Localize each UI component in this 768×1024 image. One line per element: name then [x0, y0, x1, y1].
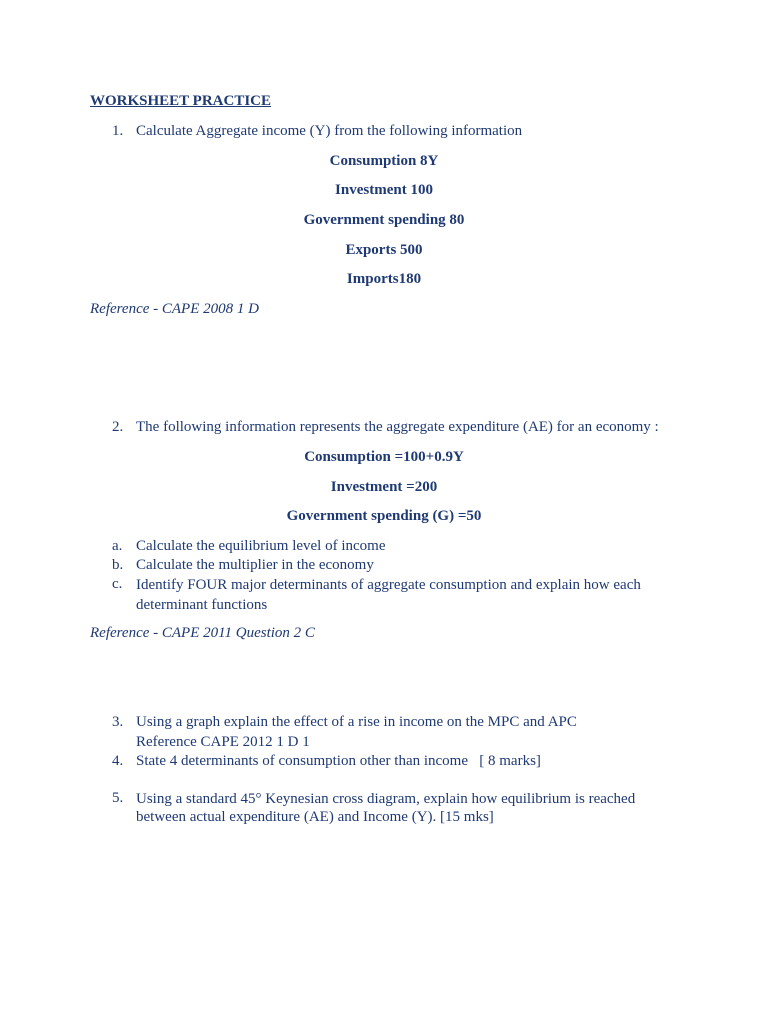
q2-part-a-letter: a.: [112, 538, 123, 554]
worksheet-title: WORKSHEET PRACTICE: [90, 93, 272, 109]
q2-data-government-spending: Government spending (G) =50: [286, 508, 482, 524]
q3-number: 3.: [112, 714, 124, 730]
q3-text: Using a graph explain the effect of a rise in income on the MPC and APC: [136, 714, 577, 730]
q1-number: 1.: [112, 123, 124, 139]
q2-reference: Reference - CAPE 2011 Question 2 C: [90, 625, 315, 641]
q5-text: Using a standard 45° Keynesian cross diagram, explain how equilibrium is reached between actual expenditure (AE) and Income (Y). [15 mks]: [136, 791, 636, 825]
q2-number: 2.: [112, 419, 124, 435]
q2-part-b-text: Calculate the multiplier in the economy: [136, 557, 374, 573]
q1-data-imports: Imports180: [346, 271, 422, 287]
q2-part-c-text: Identify FOUR major determinants of aggregate consumption and explain how each determinant functions: [136, 577, 641, 613]
q2-data-investment: Investment =200: [330, 479, 438, 495]
q2-part-c-letter: c.: [112, 576, 123, 592]
q1-text: Calculate Aggregate income (Y) from the following information: [136, 123, 523, 139]
q2-data-consumption: Consumption =100+0.9Y: [304, 449, 464, 465]
q1-data-government-spending: Government spending 80: [303, 212, 465, 228]
q2-part-b-letter: b.: [112, 557, 124, 573]
q3-reference: Reference CAPE 2012 1 D 1: [136, 734, 310, 750]
q4-text: State 4 determinants of consumption other than income [ 8 marks]: [136, 753, 541, 769]
q4-number: 4.: [112, 753, 124, 769]
q1-data-consumption: Consumption 8Y: [329, 153, 439, 169]
q1-reference: Reference - CAPE 2008 1 D: [90, 301, 259, 317]
q2-part-a-text: Calculate the equilibrium level of income: [136, 538, 386, 554]
q1-data-exports: Exports 500: [345, 242, 423, 258]
q1-data-investment: Investment 100: [335, 182, 433, 198]
q5-number: 5.: [112, 790, 124, 806]
q2-text: The following information represents the aggregate expenditure (AE) for an economy :: [136, 419, 659, 435]
